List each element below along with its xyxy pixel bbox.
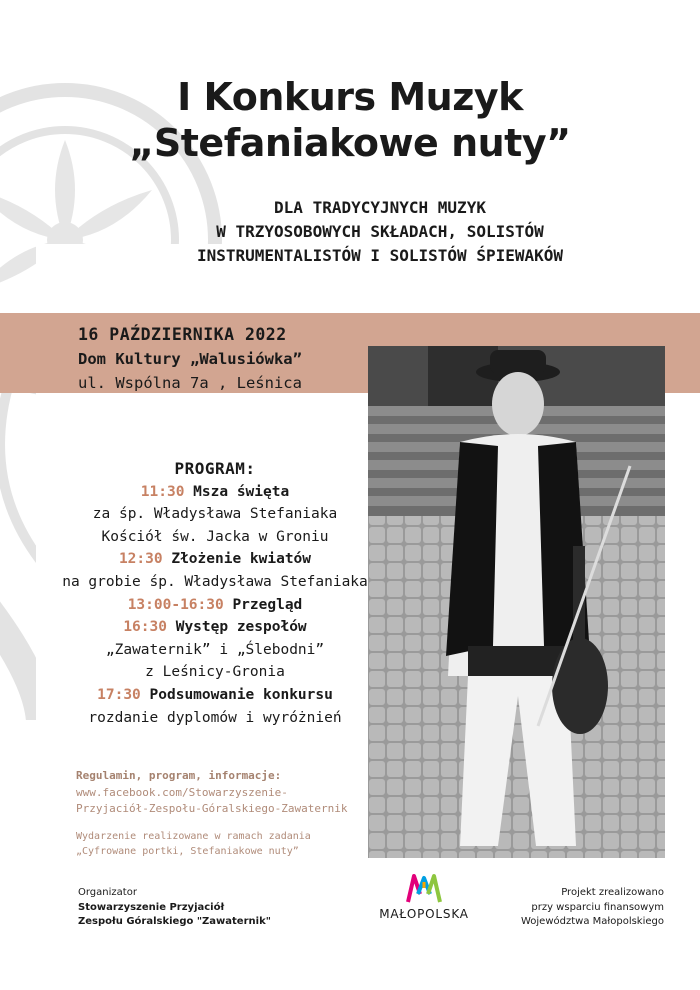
funding-note [500,886,664,930]
note-line-1: Wydarzenie realizowane w ramach zadania [76,831,311,842]
event-venue: Dom Kultury „Walusiówka” [78,350,302,368]
program-time: 11:30 [140,483,185,500]
poster-subtitle [80,196,680,268]
program-detail: rozdanie dyplomów i wyróżnień [88,709,342,726]
subtitle-line-2: W TRZYOSOBOWYCH SKŁADACH, SOLISTÓW [216,222,544,241]
funding-line-1: Projekt zrealizowano [561,887,664,898]
organizer-name-line-1: Stowarzyszenie Przyjaciół [78,901,225,913]
program-detail: za śp. Władysława Stefaniaka [92,506,338,523]
program-name: Podsumowanie konkursu [149,686,333,703]
event-address: ul. Wspólna 7a , Leśnica [78,374,302,392]
info-heading: Regulamin, program, informacje: [76,769,282,782]
note-line-2: „Cyfrowane portki, Stefaniakowe nuty” [76,845,299,857]
poster-title [0,74,700,166]
event-info [78,323,302,395]
program-heading: PROGRAM: [174,459,256,478]
program-item [60,481,370,504]
program-detail: Kościół św. Jacka w Groniu [101,528,329,545]
project-note [76,830,366,859]
info-section [76,768,366,818]
funding-line-3: Województwa Małopolskiego [520,916,664,927]
program-time: 17:30 [97,686,141,703]
program-item [60,548,370,571]
program-item [60,616,370,639]
funding-line-2: przy wsparciu finansowym [531,901,664,913]
organizer-label: Organizator [78,887,137,898]
program-name: Występ zespołów [175,619,307,636]
facebook-link-line-1[interactable]: www.facebook.com/Stowarzyszenie- [76,785,288,799]
organizer-name-line-2: Zespołu Góralskiego "Zawaternik" [78,916,271,927]
logo-text: MAŁOPOLSKA [379,907,469,921]
subtitle-line-1: DLA TRADYCYJNYCH MUZYK [274,198,486,217]
program-time: 13:00-16:30 [127,596,224,613]
program-detail: na grobie śp. Władysława Stefaniaka [62,573,368,590]
program-name: Przegląd [232,596,303,613]
program-time: 12:30 [118,551,163,568]
subtitle-line-3: INSTRUMENTALISTÓW I SOLISTÓW ŚPIEWAKÓW [196,246,564,265]
program-item [60,594,370,617]
program-time: 16:30 [123,619,167,636]
event-date: 16 PAŹDZIERNIKA 2022 [78,325,287,344]
musician-photo [368,346,665,858]
organizer-block [78,886,271,930]
malopolska-logo [368,872,480,928]
program-item [60,684,370,707]
title-line-1: I Konkurs Muzyk [177,75,523,119]
program-name: Złożenie kwiatów [171,551,312,568]
malopolska-logo-icon [404,872,444,904]
program-detail: z Leśnicy-Gronia [145,664,285,681]
facebook-link-line-2[interactable]: Przyjaciół-Zespołu-Góralskiego-Zawaternik [76,802,348,815]
title-line-2: „Stefaniakowe nuty” [129,121,571,165]
program-detail: „Zawaternik” i „Ślebodni” [105,641,325,658]
program-name: Msza święta [193,483,290,500]
program-section [60,458,370,729]
